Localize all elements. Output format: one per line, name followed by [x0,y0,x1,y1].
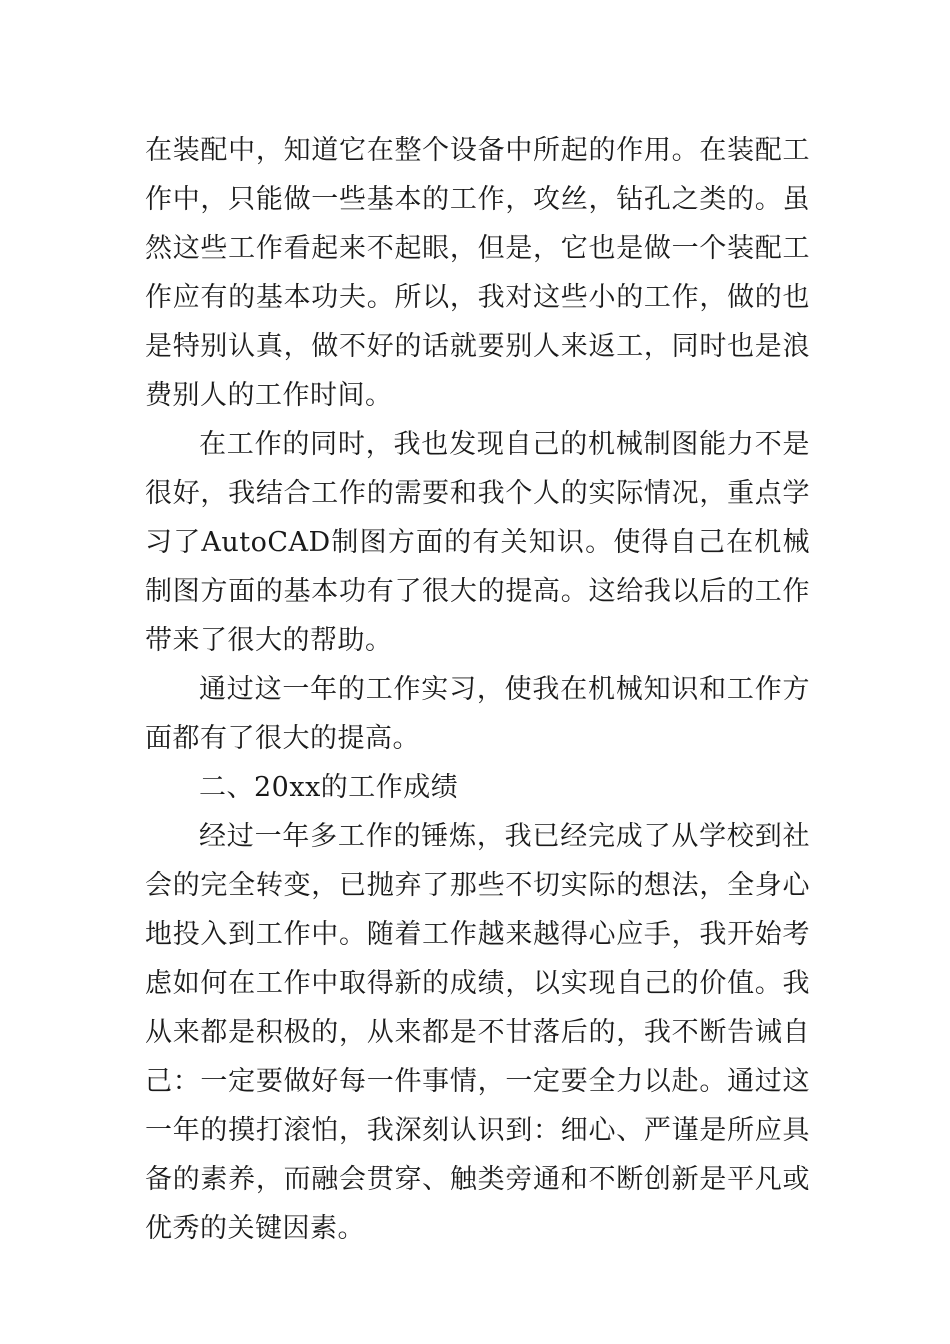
document-body [145,126,810,1253]
section-heading-achievements: 二、20xx的工作成绩 [199,772,459,803]
paragraph-drafting-skills: 在工作的同时，我也发现自己的机械制图能力不是很好，我结合工作的需要和我个人的实际情况，重点学习了AutoCAD制图方面的有关知识。使得自己在机械制图方面的基本功有了很大的提高。这给我以后的工作带来了很大的帮助。 [145,429,810,656]
paragraph-achievements: 经过一年多工作的锤炼，我已经完成了从学校到社会的完全转变，已抛弃了那些不切实际的想法，全身心地投入到工作中。随着工作越来越得心应手，我开始考虑如何在工作中取得新的成绩，以实现自己的价值。我从来都是积极的，从来都是不甘落后的，我不断告诫自己：一定要做好每一件事情，一定要全力以赴。通过这一年的摸打滚怕，我深刻认识到：细心、严谨是所应具备的素养，而融会贯穿、触类旁通和不断创新是平凡或优秀的关键因素。 [145,821,810,1244]
paragraph-assembly-work: 在装配中，知道它在整个设备中所起的作用。在装配工作中，只能做一些基本的工作，攻丝，钻孔之类的。虽然这些工作看起来不起眼，但是，它也是做一个装配工作应有的基本功夫。所以，我对这些小的工作，做的也是特别认真，做不好的话就要别人来返工，同时也是浪费别人的工作时间。 [145,135,810,411]
paragraph-internship-summary: 通过这一年的工作实习，使我在机械知识和工作方面都有了很大的提高。 [145,674,810,754]
